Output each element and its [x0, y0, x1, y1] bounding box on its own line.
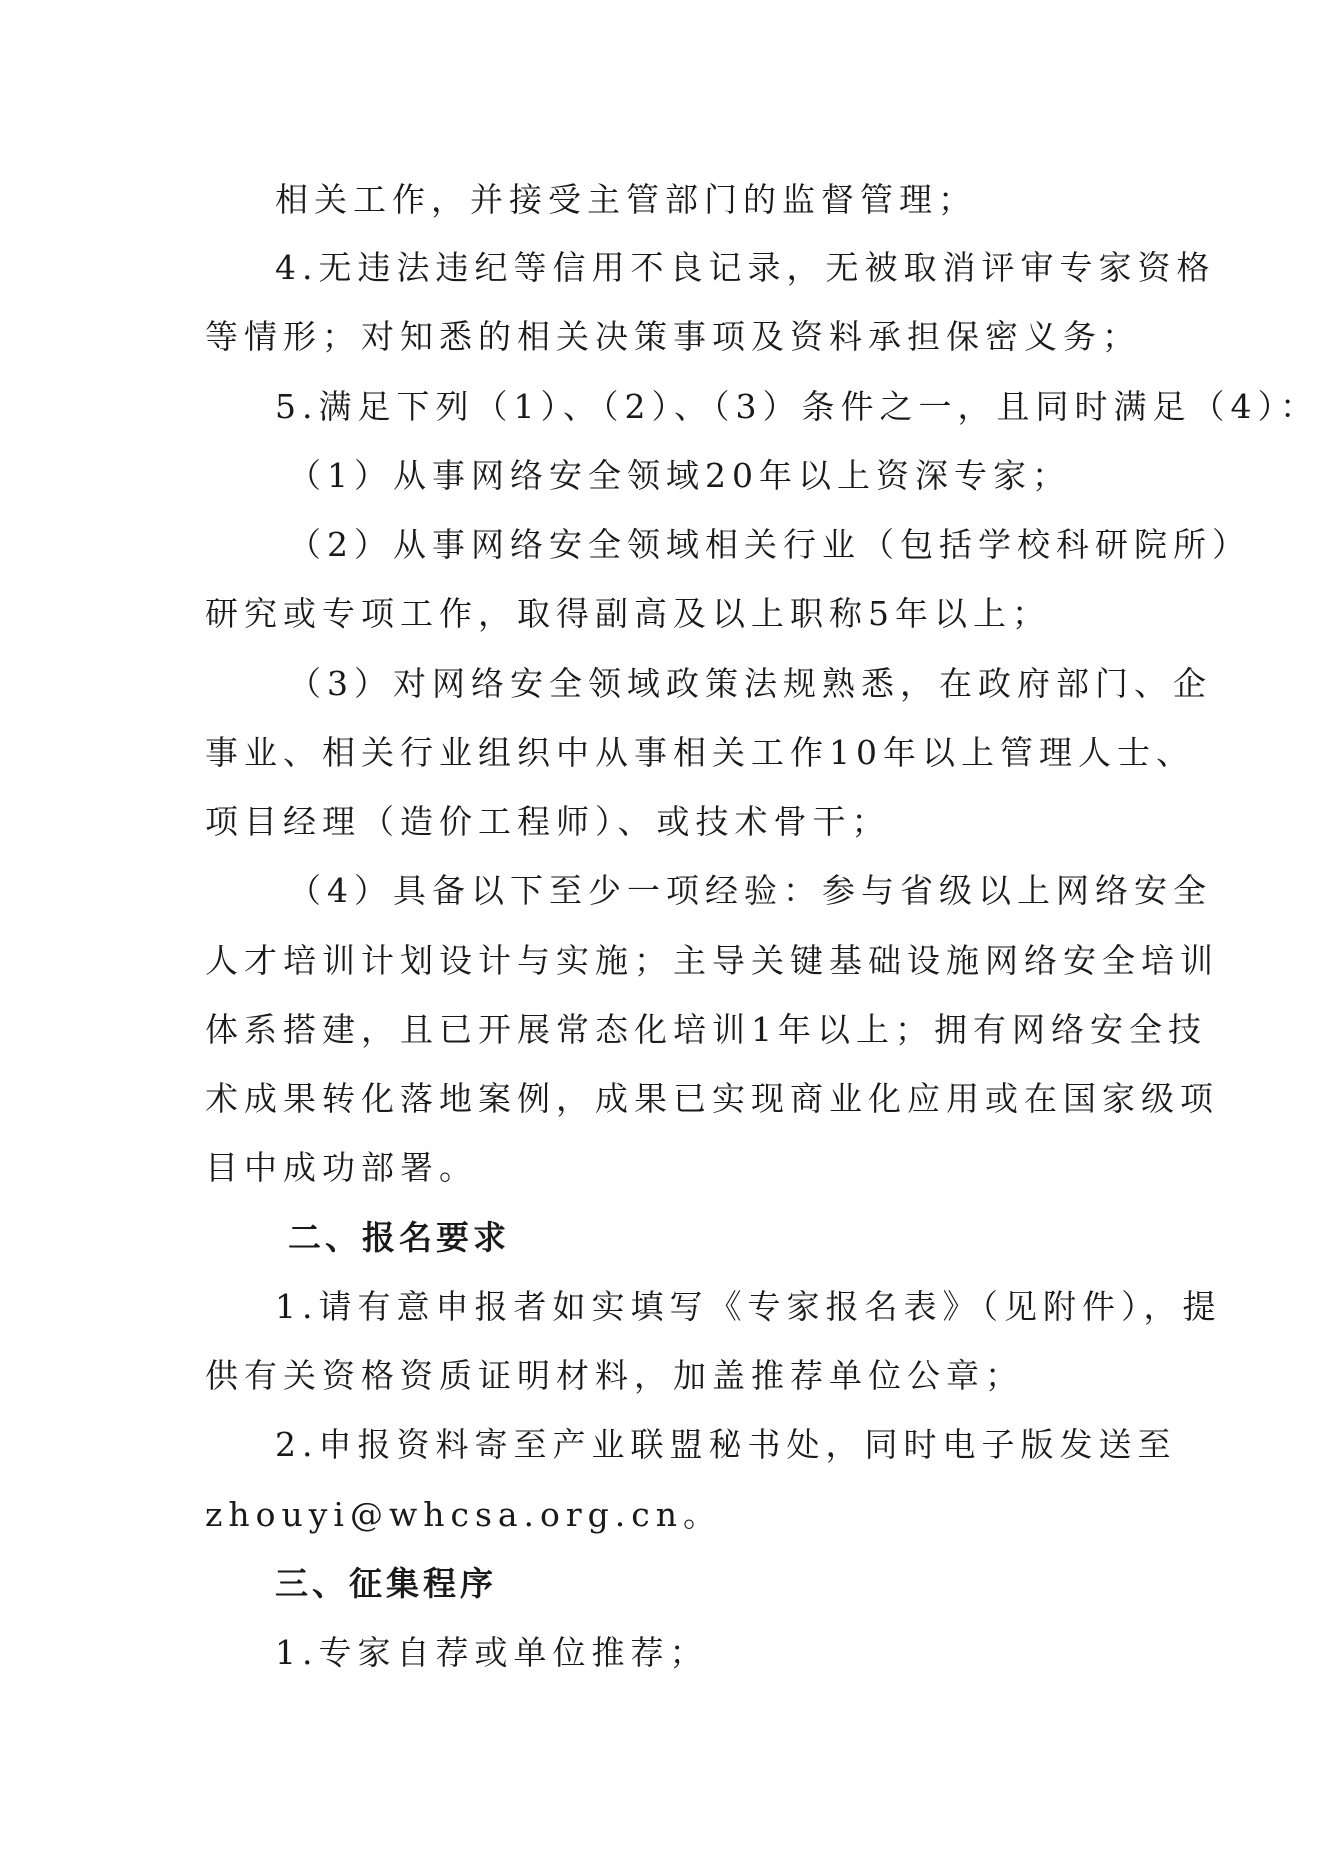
paragraph-line: 事业、相关行业组织中从事相关工作10年以上管理人士、	[205, 733, 1195, 772]
paragraph-line: （1）从事网络安全领域20年以上资深专家；	[288, 456, 1071, 495]
paragraph-line: （2）从事网络安全领域相关行业（包括学校科研院所）	[288, 525, 1251, 564]
paragraph-line: 4.无违法违纪等信用不良记录，无被取消评审专家资格	[275, 248, 1216, 287]
paragraph-line: 目中成功部署。	[205, 1148, 478, 1187]
paragraph-line: 等情形；对知悉的相关决策事项及资料承担保密义务；	[205, 317, 1141, 356]
paragraph-line: 5.满足下列（1）、（2）、（3）条件之一，且同时满足（4）：	[275, 387, 1319, 426]
paragraph-line: 人才培训计划设计与实施；主导关键基础设施网络安全培训	[205, 941, 1219, 980]
paragraph-line: 2.申报资料寄至产业联盟秘书处，同时电子版发送至	[275, 1425, 1177, 1464]
paragraph-line: 术成果转化落地案例，成果已实现商业化应用或在国家级项	[205, 1079, 1219, 1118]
email-line: zhouyi@whcsa.org.cn。	[205, 1495, 723, 1534]
paragraph-line: 研究或专项工作，取得副高及以上职称5年以上；	[205, 594, 1051, 633]
paragraph-line: 相关工作，并接受主管部门的监督管理；	[275, 180, 977, 219]
paragraph-line: 项目经理（造价工程师）、或技术骨干；	[205, 802, 891, 841]
paragraph-line: （3）对网络安全领域政策法规熟悉，在政府部门、企	[288, 664, 1212, 703]
paragraph-line: 1.专家自荐或单位推荐；	[275, 1633, 709, 1672]
section-heading: 二、报名要求	[288, 1218, 510, 1257]
paragraph-line: 体系搭建，且已开展常态化培训1年以上；拥有网络安全技	[205, 1010, 1207, 1049]
paragraph-line: 1.请有意申报者如实填写《专家报名表》（见附件），提	[275, 1287, 1222, 1326]
section-heading: 三、征集程序	[275, 1564, 497, 1603]
paragraph-line: 供有关资格资质证明材料，加盖推荐单位公章；	[205, 1356, 1024, 1395]
paragraph-line: （4）具备以下至少一项经验：参与省级以上网络安全	[288, 871, 1212, 910]
